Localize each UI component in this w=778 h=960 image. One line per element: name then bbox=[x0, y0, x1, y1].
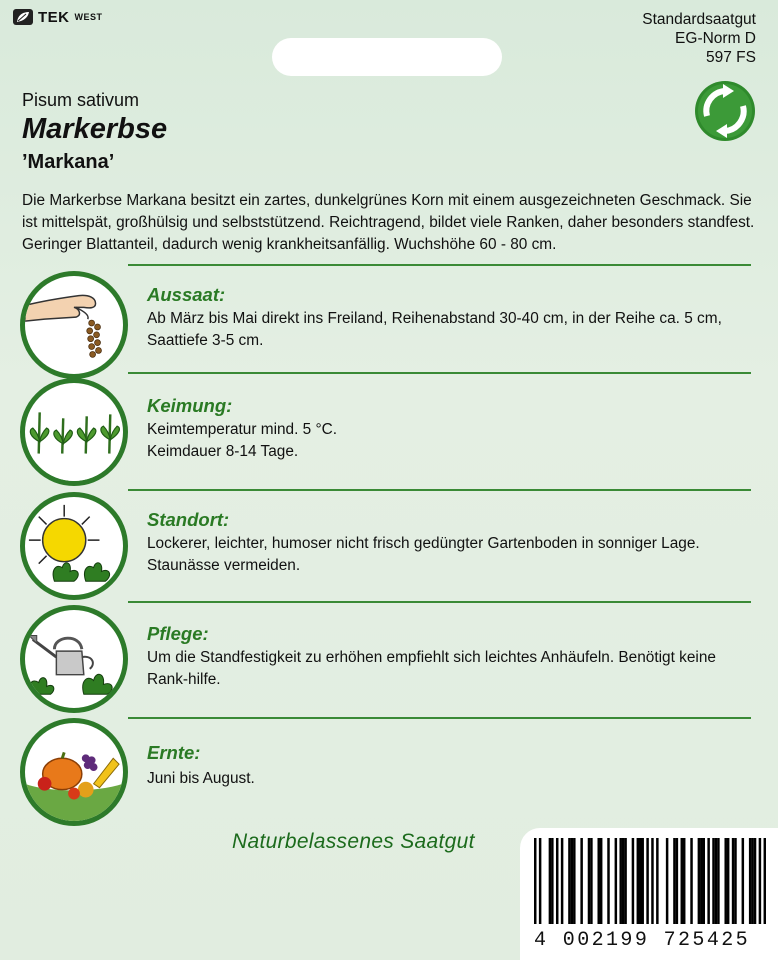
barcode-bar bbox=[568, 838, 570, 924]
section-text-keimung-2: Keimdauer 8-14 Tage. bbox=[147, 443, 299, 460]
brand-logo bbox=[12, 8, 103, 26]
barcode-bar bbox=[534, 838, 536, 924]
section-title-keimung: Keimung: bbox=[147, 395, 233, 416]
plant-description: Die Markerbse Markana besitzt ein zartes, dunkelgrünes Korn mit einem ausgezeichneten Geschmack. Sie ist mittelspät, großhülsig und selbststützend. Reichtragend, bildet viele Ranken, daher besonders standfest. Geringer Blattanteil, dadurch wenig krankheitsanfällig. Wuchshöhe 60 - 80 cm. bbox=[22, 192, 755, 253]
barcode-bar bbox=[615, 838, 617, 924]
barcode-bars bbox=[534, 838, 766, 938]
barcode-bar bbox=[700, 838, 702, 924]
tagline: Naturbelassenes Saatgut bbox=[232, 830, 475, 853]
barcode-bar bbox=[639, 838, 641, 924]
latin-name: Pisum sativum bbox=[22, 90, 140, 110]
brand-name: TEK bbox=[38, 8, 70, 26]
barcode bbox=[520, 828, 778, 960]
barcode-bar bbox=[681, 838, 683, 924]
divider-line bbox=[128, 489, 751, 491]
section-text-keimung-1: Keimtemperatur mind. 5 °C. bbox=[147, 421, 338, 438]
harvest-basket-icon bbox=[20, 718, 128, 826]
barcode-bar bbox=[712, 838, 714, 924]
section-title-standort: Standort: bbox=[147, 509, 230, 530]
barcode-bar bbox=[590, 838, 592, 924]
barcode-bar bbox=[551, 838, 553, 924]
barcode-bar bbox=[637, 838, 639, 924]
barcode-bar bbox=[749, 838, 751, 924]
divider-line bbox=[128, 717, 751, 719]
standard-line-1: Standardsaatgut bbox=[642, 11, 756, 28]
barcode-bar bbox=[607, 838, 609, 924]
standard-line-3: 597 FS bbox=[706, 49, 756, 66]
barcode-digits: 4 002199 725425 bbox=[534, 929, 751, 952]
barcode-bar bbox=[715, 838, 717, 924]
barcode-bar bbox=[561, 838, 563, 924]
variety-name: ’Markana’ bbox=[22, 151, 115, 173]
watering-can-icon bbox=[20, 605, 128, 713]
barcode-bar bbox=[764, 838, 766, 924]
barcode-bar bbox=[656, 838, 658, 924]
standard-info bbox=[642, 10, 756, 67]
barcode-bar bbox=[573, 838, 575, 924]
barcode-bar bbox=[622, 838, 624, 924]
barcode-bar bbox=[632, 838, 634, 924]
barcode-bar bbox=[724, 838, 726, 924]
hand-sowing-seeds-icon bbox=[20, 271, 128, 379]
brand-suffix: WEST bbox=[74, 12, 103, 22]
barcode-bar bbox=[754, 838, 756, 924]
barcode-bar bbox=[707, 838, 709, 924]
barcode-bar bbox=[580, 838, 582, 924]
barcode-bar bbox=[619, 838, 621, 924]
barcode-bar bbox=[646, 838, 648, 924]
barcode-bar bbox=[597, 838, 599, 924]
divider-line bbox=[128, 601, 751, 603]
barcode-bar bbox=[600, 838, 602, 924]
barcode-bar bbox=[588, 838, 590, 924]
barcode-bar bbox=[549, 838, 551, 924]
sun-plants-icon bbox=[20, 492, 128, 600]
barcode-bar bbox=[751, 838, 753, 924]
barcode-bar bbox=[759, 838, 761, 924]
barcode-bar bbox=[703, 838, 705, 924]
section-text-pflege: Um die Standfestigkeit zu erhöhen empfiehlt sich leichtes Anhäufeln. Benötigt keine Rank-hilfe. bbox=[147, 649, 716, 688]
section-text-aussaat: Ab März bis Mai direkt ins Freiland, Reihenabstand 30-40 cm, in der Reihe ca. 5 cm, Saattiefe 3-5 cm. bbox=[147, 310, 722, 349]
barcode-bar bbox=[734, 838, 736, 924]
barcode-bar bbox=[683, 838, 685, 924]
barcode-bar bbox=[717, 838, 719, 924]
standard-line-2: EG-Norm D bbox=[675, 30, 756, 47]
divider-line bbox=[128, 264, 751, 266]
barcode-bar bbox=[673, 838, 675, 924]
barcode-bar bbox=[539, 838, 541, 924]
barcode-bar bbox=[666, 838, 668, 924]
seedlings-icon bbox=[20, 378, 128, 486]
barcode-bar bbox=[690, 838, 692, 924]
leaf-logo-icon bbox=[12, 8, 34, 26]
recycle-arrows-icon bbox=[694, 80, 756, 142]
barcode-bar bbox=[732, 838, 734, 924]
hang-hole bbox=[272, 38, 502, 76]
barcode-bar bbox=[727, 838, 729, 924]
barcode-bar bbox=[742, 838, 744, 924]
barcode-bar bbox=[651, 838, 653, 924]
section-title-aussaat: Aussaat: bbox=[147, 284, 226, 305]
section-text-ernte: Juni bis August. bbox=[147, 770, 255, 787]
section-text-standort: Lockerer, leichter, humoser nicht frisch gedüngter Gartenboden in sonniger Lage. Staunässe vermeiden. bbox=[147, 535, 700, 574]
barcode-bar bbox=[676, 838, 678, 924]
divider-line bbox=[128, 372, 751, 374]
barcode-bar bbox=[556, 838, 558, 924]
barcode-bar bbox=[641, 838, 643, 924]
barcode-bar bbox=[698, 838, 700, 924]
barcode-bar bbox=[624, 838, 626, 924]
barcode-bar bbox=[571, 838, 573, 924]
plant-name: Markerbse bbox=[22, 113, 168, 145]
section-title-pflege: Pflege: bbox=[147, 623, 209, 644]
section-title-ernte: Ernte: bbox=[147, 742, 201, 763]
